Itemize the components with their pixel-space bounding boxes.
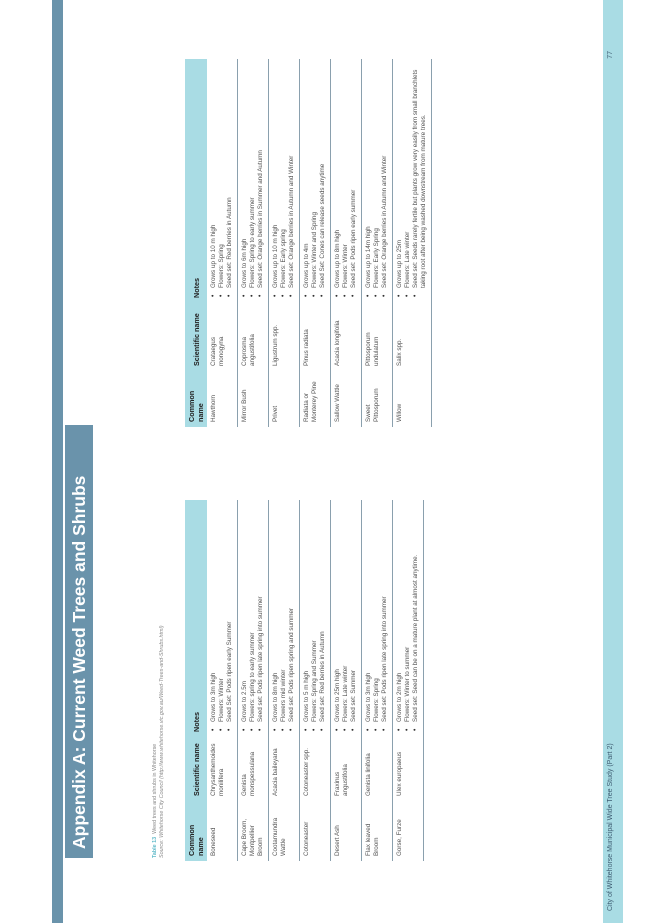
note-item: • Seed Set: Pods ripen early Summer [226, 505, 234, 722]
scientific-name-cell: Acacia baileyana [269, 737, 300, 801]
common-name-cell: Radiata or Monterey Pine [300, 371, 331, 427]
note-item: • Grows up to 10 m high [210, 64, 218, 288]
note-item: • Grows up to 25m [396, 64, 404, 288]
notes-cell [393, 500, 424, 737]
note-item: • Seed set: Red berries in Autumn [319, 505, 327, 722]
notes-list [396, 505, 420, 732]
weed-table-left [185, 500, 424, 861]
note-item: • Grows up to 10 m high [272, 64, 280, 288]
header-scientific-name: Scientific name [185, 303, 207, 371]
footer-title: City of Whitehorse Municipal Wide Tree Study (Part 2) [607, 743, 614, 911]
note-item: • Flowers: Winter to summer [404, 505, 412, 722]
common-name-cell: Gorse, Furze [393, 801, 424, 861]
note-item: • Flowers: Spring to early summer [249, 64, 257, 288]
table-row [393, 500, 424, 861]
note-item: • Seed set: Orange berries in Autumn and Winter [381, 64, 389, 288]
common-name-cell: Cotoneaster [300, 801, 331, 861]
note-item: • Flowers: Spring [373, 505, 381, 722]
note-item: • Flowers: spring to early summer [249, 505, 257, 722]
common-name-cell: Desert Ash [331, 801, 362, 861]
notes-list [210, 505, 234, 732]
caption-label: Table 13 [152, 836, 158, 858]
notes-cell [207, 59, 238, 303]
common-name-cell: Boneseed [207, 801, 238, 861]
notes-cell [331, 500, 362, 737]
table-row [238, 59, 269, 427]
note-item: • Seed set: Seed can be on a mature plant at almost anytime. [412, 505, 420, 722]
note-item: • Grows up to 14m high [365, 64, 373, 288]
header-scientific-name: Scientific name [185, 737, 207, 801]
notes-cell [362, 59, 393, 303]
scientific-name-cell: Pinus radiata [300, 303, 331, 371]
page-title: Appendix A: Current Weed Trees and Shrubs [65, 425, 93, 858]
scientific-name-cell: Genista linifolia [362, 737, 393, 801]
table-row [207, 500, 238, 861]
scientific-name-cell: Ulex europaeus [393, 737, 424, 801]
table-row [393, 59, 432, 427]
note-item: • Grows up to 4m [303, 64, 311, 288]
notes-cell [393, 59, 432, 303]
notes-cell [238, 59, 269, 303]
page-number: 77 [607, 51, 614, 59]
common-name-cell: Cootamundra Wattle [269, 801, 300, 861]
common-name-cell: Mirror Bush [238, 371, 269, 427]
note-item: • Seed set: Summer [350, 505, 358, 722]
note-item: • Seed set: Orange berries in Summer and Autumn [257, 64, 265, 288]
note-item: • Seed set: Orange berries in Autumn and Winter [288, 64, 296, 288]
notes-cell [269, 500, 300, 737]
note-item: • Seed set: Red berries in Autumn [226, 64, 234, 288]
note-item: • Flowers: Winter and Spring [311, 64, 319, 288]
note-item: • Grows to 25m high [334, 505, 342, 722]
table-row [362, 59, 393, 427]
note-item: • Flowers: Early spring [280, 64, 288, 288]
weed-table-right [185, 59, 432, 427]
common-name-cell: Willow [393, 371, 432, 427]
notes-cell [238, 500, 269, 737]
note-item: • Grows to 2m high [396, 505, 404, 722]
note-item: • Grows to 3m high [365, 505, 373, 722]
scientific-name-cell: Acacia longifolia [331, 303, 362, 371]
scientific-name-cell: Cotoneaster spp. [300, 737, 331, 801]
notes-list [303, 505, 327, 732]
note-item: • Flowers: Early Spring [373, 64, 381, 288]
notes-cell [300, 500, 331, 737]
table-row [331, 59, 362, 427]
note-item: • Seed set: Pods ripen spring and summer [288, 505, 296, 722]
common-name-cell: Sweet Pittosporum [362, 371, 393, 427]
note-item: • Seed set: Pods ripen late spring into summer [257, 505, 265, 722]
notes-list [396, 64, 428, 298]
header-common-name: Common name [185, 371, 207, 427]
note-item: • Seed set: Pods ripen early summer [350, 64, 358, 288]
note-item: • Flowers: Late winter [342, 505, 350, 722]
notes-cell [300, 59, 331, 303]
header-common-name: Common name [185, 801, 207, 861]
note-item: • Flowers: Winter [342, 64, 350, 288]
table-row [331, 500, 362, 861]
header-notes: Notes [185, 59, 207, 303]
header-notes: Notes [185, 500, 207, 737]
note-item: • Flowers: Spring [218, 64, 226, 288]
note-item: • Grows to 3m high [210, 505, 218, 722]
table-row [300, 500, 331, 861]
notes-cell [331, 59, 362, 303]
notes-cell [207, 500, 238, 737]
notes-list [241, 505, 265, 732]
notes-list [272, 64, 296, 298]
notes-list [334, 505, 358, 732]
table-row [269, 500, 300, 861]
common-name-cell: Privet [269, 371, 300, 427]
scientific-name-cell: Salix spp. [393, 303, 432, 371]
table-row [207, 59, 238, 427]
table-row [300, 59, 331, 427]
table-caption [152, 626, 167, 859]
scientific-name-cell: Fraxinus angustifolia [331, 737, 362, 801]
note-item: • Seed set: Pods ripen late spring into summer [381, 505, 389, 722]
table-row [238, 500, 269, 861]
note-item: • Seed set: Seeds rarely fertile but plants grow very easily from small branchlets taking root after being washed downstream from mature trees. [412, 64, 428, 288]
notes-list [365, 505, 389, 732]
common-name-cell: Sallow Wattle [331, 371, 362, 427]
note-item: • Flowers: Winter [218, 505, 226, 722]
common-name-cell: Flax leaved Broom [362, 801, 393, 861]
note-item: • Grows to 8m high [272, 505, 280, 722]
common-name-cell: Cape Broom, Montpellier Broom [238, 801, 269, 861]
scientific-name-cell: Coprosma angustifolia [238, 303, 269, 371]
notes-cell [269, 59, 300, 303]
note-item: • Grows to 5 m high [303, 505, 311, 722]
note-item: • Seed Set: Cones can release seeds anytime [319, 64, 327, 288]
note-item: • Grows to 2.5m [241, 505, 249, 722]
notes-list [365, 64, 389, 298]
common-name-cell: Hawthorn [207, 371, 238, 427]
scientific-name-cell: Ligustrum spp. [269, 303, 300, 371]
notes-list [210, 64, 234, 298]
notes-list [303, 64, 327, 298]
table-row [269, 59, 300, 427]
notes-list [241, 64, 265, 298]
notes-list [334, 64, 358, 298]
caption-source: Source: Whitehorse City Council (http://www.whitehorse.vic.gov.au/Weed-Trees-and-Shrubs.html) [159, 625, 166, 858]
notes-list [272, 505, 296, 732]
scientific-name-cell: Pittosporum undulatum [362, 303, 393, 371]
scientific-name-cell: Crataegus monogyna [207, 303, 238, 371]
caption-text: Weed trees and shrubs in Whitehorse [152, 743, 158, 834]
note-item: • Flowers: Spring and Summer [311, 505, 319, 722]
note-item: • Flowers: Late winter [404, 64, 412, 288]
scientific-name-cell: Chrysanthemoides monilifera [207, 737, 238, 801]
note-item: • Grows to 6m high [241, 64, 249, 288]
scientific-name-cell: Genista monspessulana [238, 737, 269, 801]
note-item: • Grows up to 8m high [334, 64, 342, 288]
note-item: • Flowers mid winter [280, 505, 288, 722]
table-row [362, 500, 393, 861]
notes-cell [362, 500, 393, 737]
